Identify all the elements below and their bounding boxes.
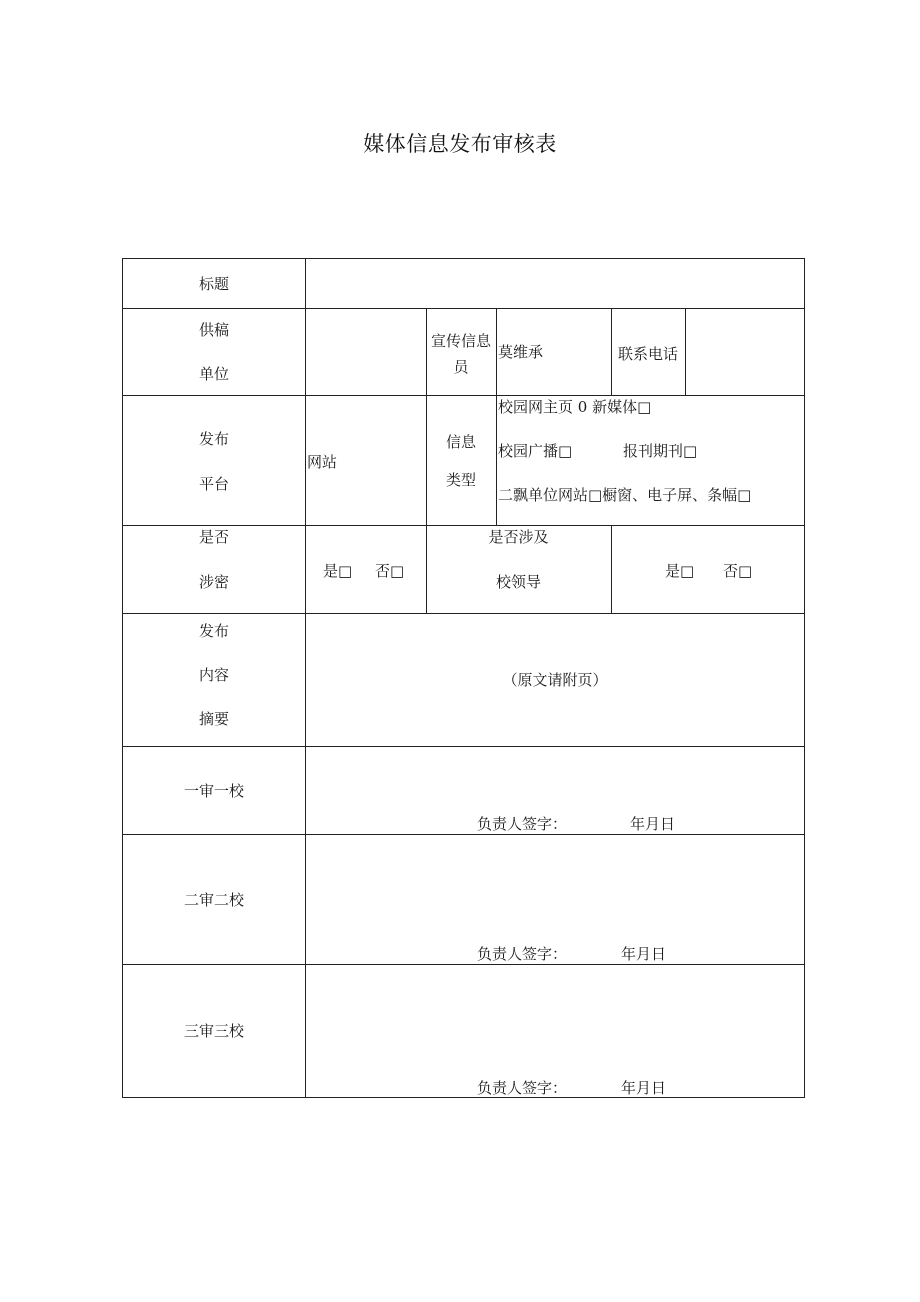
col-divider <box>685 308 686 395</box>
review2-date[interactable]: 年月日 <box>621 945 667 963</box>
row-divider <box>123 964 804 965</box>
review1-sign-label: 负责人签字： <box>477 815 568 833</box>
publicity-officer-label: 宣传信息 <box>430 332 491 350</box>
leader-label: 校领导 <box>495 573 541 591</box>
secret-yes-checkbox[interactable]: 是□ <box>323 562 353 580</box>
contributor-label: 供稿 <box>198 321 229 339</box>
review2-sign-label: 负责人签字： <box>477 945 568 963</box>
contributor-label: 单位 <box>198 365 229 383</box>
leader-label: 是否涉及 <box>488 528 549 546</box>
row-divider <box>123 613 804 614</box>
summary-label: 内容 <box>198 666 229 684</box>
row-divider <box>123 746 804 747</box>
platform-label: 发布 <box>198 430 229 448</box>
title-label: 标题 <box>198 275 229 293</box>
summary-label: 摘要 <box>198 710 229 728</box>
review-form-table <box>122 258 805 1098</box>
leader-no-checkbox[interactable]: 否□ <box>723 562 753 580</box>
summary-note: （原文请附页） <box>502 671 608 689</box>
review1-label: 一审一校 <box>183 782 244 800</box>
phone-field[interactable] <box>687 310 803 394</box>
secret-no-checkbox[interactable]: 否□ <box>375 562 405 580</box>
contributor-field[interactable] <box>307 310 425 394</box>
leader-yes-checkbox[interactable]: 是□ <box>665 562 695 580</box>
secret-label: 是否 <box>198 528 229 546</box>
publicity-officer-value[interactable]: 莫维承 <box>498 343 544 361</box>
page-title: 媒体信息发布审核表 <box>363 132 557 156</box>
col-divider <box>496 308 497 525</box>
platform-value[interactable]: 网站 <box>307 453 338 471</box>
info-type-option-campus-radio[interactable]: 校园广播□ <box>498 442 573 460</box>
review1-date[interactable]: 年月日 <box>630 815 676 833</box>
review3-sign-label: 负责人签字： <box>477 1079 568 1097</box>
review2-label: 二审二校 <box>183 891 244 909</box>
secret-label: 涉密 <box>198 573 229 591</box>
info-type-options-line3[interactable]: 二飘单位网站□橱窗、电子屏、条幅□ <box>498 486 752 504</box>
info-type-option-periodicals[interactable]: 报刊期刊□ <box>623 442 698 460</box>
review3-label: 三审三校 <box>183 1022 244 1040</box>
platform-label: 平台 <box>198 475 229 493</box>
title-field[interactable] <box>307 260 803 307</box>
col-divider <box>426 308 427 613</box>
review3-date[interactable]: 年月日 <box>621 1079 667 1097</box>
col-divider <box>611 525 612 613</box>
row-divider <box>123 395 804 396</box>
summary-label: 发布 <box>198 622 229 640</box>
row-divider <box>123 834 804 835</box>
row-divider <box>123 525 804 526</box>
info-type-options-line1[interactable]: 校园网主页 0 新媒体□ <box>498 398 652 416</box>
publicity-officer-label: 员 <box>453 358 469 376</box>
info-type-label: 类型 <box>445 471 476 489</box>
info-type-label: 信息 <box>445 433 476 451</box>
phone-label: 联系电话 <box>617 345 678 363</box>
row-divider <box>123 308 804 309</box>
